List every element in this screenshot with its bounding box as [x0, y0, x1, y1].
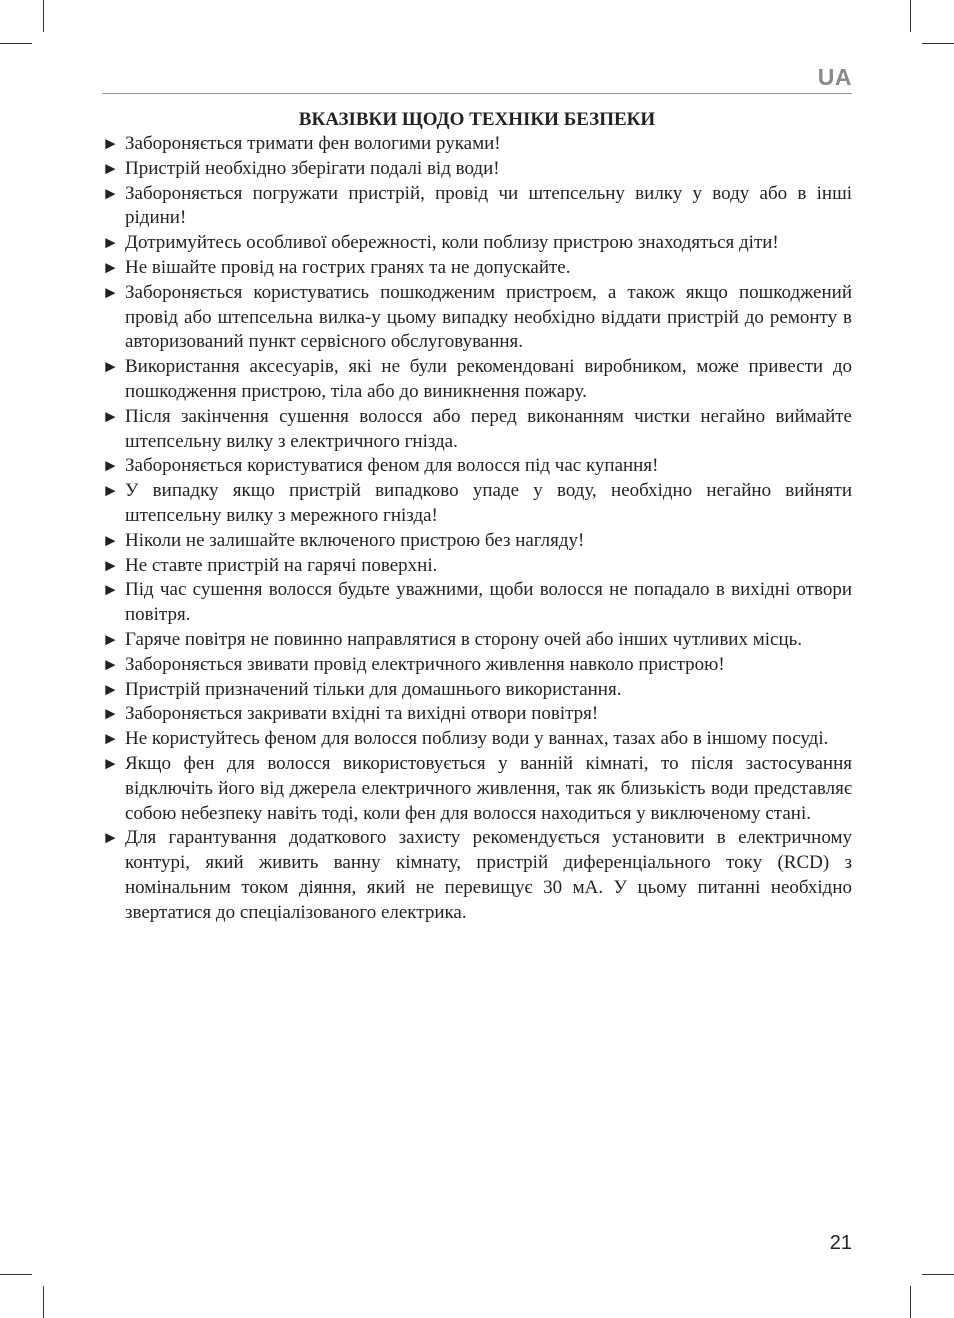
list-item-text: У випадку якщо пристрій випадково упаде у воду, необхідно негайно вийняти штепсельну вилку з мережного гнізда! [125, 480, 852, 526]
crop-mark-top-right-vertical [910, 0, 911, 32]
crop-mark-top-left-horizontal [0, 43, 32, 44]
bullet-arrow-icon: ► [102, 456, 119, 476]
bullet-arrow-icon: ► [102, 481, 119, 501]
section-title: ВКАЗІВКИ ЩОДО ТЕХНІКИ БЕЗПЕКИ [298, 109, 656, 130]
bullet-arrow-icon: ► [102, 183, 119, 203]
crop-mark-bottom-left-horizontal [0, 1274, 32, 1275]
list-item-text: Гаряче повітря не повинно направлятися в сторону очей або інших чутливих місць. [125, 628, 803, 650]
list-item [102, 355, 852, 405]
list-item [102, 454, 852, 479]
bullet-arrow-icon: ► [102, 654, 119, 674]
list-item [102, 702, 852, 727]
list-item [102, 752, 852, 826]
safety-list [102, 132, 852, 926]
crop-mark-bottom-left-vertical [43, 1286, 44, 1318]
bullet-arrow-icon: ► [102, 704, 119, 724]
list-item [102, 529, 852, 554]
list-item [102, 628, 852, 653]
list-item-text: Під час сушення волосся будьте уважними, щоби волосся не попадало в вихідні отвори повітря. [125, 579, 852, 626]
safety-section [102, 107, 852, 926]
page-number: 21 [829, 1232, 852, 1254]
list-item-text: Забороняється тримати фен вологими руками! [125, 133, 501, 154]
bullet-arrow-icon: ► [102, 679, 119, 699]
crop-mark-top-left-vertical [43, 0, 44, 32]
list-item-text: Пристрій призначений тільки для домашнього використання. [125, 678, 622, 700]
list-item [102, 826, 852, 925]
list-item-text: Якщо фен для волосся використовується у ванній кімнаті, то після застосування відключіть його від джерела електричного живлення, так як близькість води представляє собою небезпеку навіть тоді, коли фен для волосся находиться у виключеному стані. [125, 752, 852, 824]
bullet-arrow-icon: ► [102, 158, 119, 178]
list-item-text: Пристрій необхідно зберігати подалі від води! [125, 157, 500, 179]
bullet-arrow-icon: ► [102, 282, 119, 302]
list-item-text: Не ставте пристрій на гарячі поверхні. [125, 554, 438, 576]
bullet-arrow-icon: ► [102, 580, 119, 600]
list-item [102, 727, 852, 752]
list-item-text: Не вішайте провід на гострих гранях та не допускайте. [125, 256, 571, 278]
bullet-arrow-icon: ► [102, 629, 119, 649]
list-item-text: Забороняється закривати вхідні та вихідні отвори повітря! [125, 703, 599, 725]
list-item [102, 479, 852, 529]
bullet-arrow-icon: ► [102, 257, 119, 277]
crop-mark-top-right-horizontal [922, 43, 954, 44]
list-item [102, 231, 852, 256]
bullet-arrow-icon: ► [102, 233, 119, 253]
list-item [102, 653, 852, 678]
crop-mark-bottom-right-horizontal [922, 1274, 954, 1275]
bullet-arrow-icon: ► [102, 753, 119, 773]
bullet-arrow-icon: ► [102, 555, 119, 575]
crop-mark-bottom-right-vertical [910, 1286, 911, 1318]
bullet-arrow-icon: ► [102, 530, 119, 550]
list-item [102, 281, 852, 355]
bullet-arrow-icon: ► [102, 134, 119, 153]
list-item-text: Ніколи не залишайте включеного пристрою без нагляду! [125, 529, 585, 551]
list-item [102, 157, 852, 182]
list-item-text: Забороняється користуватись пошкодженим пристроєм, а також якщо пошкоджений провід або штепсельна вилка-у цьому випадку необхідно віддати пристрій до ремонту в авторизований пункт сервісного обслуговування. [125, 281, 852, 353]
list-item [102, 256, 852, 281]
bullet-arrow-icon: ► [102, 828, 119, 848]
list-item-text: Забороняється звивати провід електричного живлення навколо пристрою! [125, 653, 725, 675]
list-item [102, 678, 852, 703]
list-item-text: Забороняється користуватися феном для волосся під час купання! [125, 455, 659, 477]
bullet-arrow-icon: ► [102, 729, 119, 749]
list-item-text: Не користуйтесь феном для волосся поблизу води у ваннах, тазах або в іншому посуді. [125, 728, 829, 750]
list-item [102, 405, 852, 455]
bullet-arrow-icon: ► [102, 357, 119, 377]
bullet-arrow-icon: ► [102, 406, 119, 426]
list-item-text: Дотримуйтесь особливої обережності, коли поблизу пристрою знаходяться діти! [125, 232, 779, 254]
list-item-text: Для гарантування додаткового захисту рекомендується установити в електричному контурі, який живить ванну кімнату, пристрій диференціального току (RCD) з номінальним током діяння, який не перевищує 30 мА. У цьому питанні необхідно звертатися до спеціалізованого електрика. [125, 827, 852, 923]
list-item-text: Після закінчення сушення волосся або перед виконанням чистки негайно виймайте штепсельну вилку з електричного гнізда. [125, 405, 852, 452]
header-divider [102, 93, 852, 94]
list-item [102, 132, 852, 157]
list-item-text: Забороняється погружати пристрій, провід чи штепсельну вилку у воду або в інші рідини! [125, 182, 852, 229]
list-item [102, 182, 852, 232]
list-item [102, 578, 852, 628]
language-code: UA [817, 64, 852, 90]
list-item-text: Використання аксесуарів, які не були рекомендовані виробником, може привести до пошкодження пристрою, тіла або до виникнення пожару. [125, 356, 852, 402]
list-item [102, 554, 852, 579]
